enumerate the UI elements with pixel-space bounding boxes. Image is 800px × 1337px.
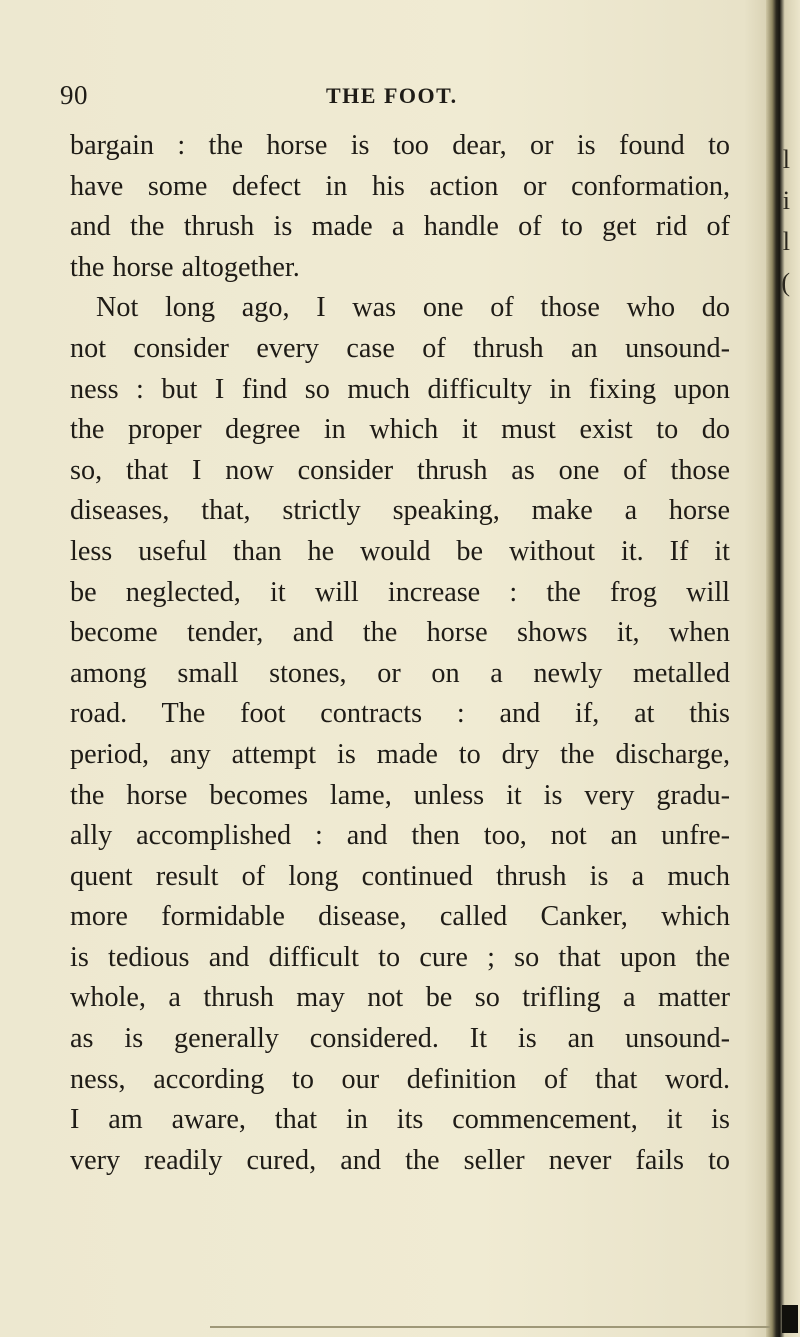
edge-letter: l: [782, 145, 790, 174]
page-gutter-edge: [766, 0, 800, 1337]
text-line: the horse becomes lame, unless it is very gradu-: [70, 779, 730, 811]
text-line: ness, according to our definition of that word.: [70, 1063, 730, 1095]
text-line: among small stones, or on a newly metalled: [70, 657, 730, 689]
text-line: the proper degree in which it must exist to do: [70, 414, 730, 446]
text-line: is tedious and difficult to cure ; so that upon the: [70, 941, 730, 973]
text-line: be neglected, it will increase : the frog will: [70, 576, 730, 608]
page-bottom-rule: [210, 1326, 770, 1328]
text-line: I am aware, that in its commencement, it is: [70, 1104, 730, 1136]
text-line: become tender, and the horse shows it, when: [70, 617, 730, 649]
text-line: Not long ago, I was one of those who do: [96, 292, 730, 324]
page-corner-mark: [782, 1305, 798, 1333]
text-line: the horse altogether.: [70, 251, 300, 283]
text-line: more formidable disease, called Canker, which: [70, 901, 730, 933]
text-line: as is generally considered. It is an unsound-: [70, 1023, 730, 1055]
body-text: [70, 126, 730, 1181]
text-line: road. The foot contracts : and if, at this: [70, 698, 730, 730]
text-line: very readily cured, and the seller never fails to: [70, 1144, 730, 1176]
text-line: have some defect in his action or conformation,: [70, 170, 730, 202]
text-line: and the thrush is made a handle of to get rid of: [70, 211, 730, 243]
text-line: diseases, that, strictly speaking, make a horse: [70, 495, 730, 527]
text-line: ness : but I find so much difficulty in fixing upon: [70, 373, 730, 405]
text-line: period, any attempt is made to dry the discharge,: [70, 738, 730, 770]
page-header: [60, 80, 720, 120]
page-number: 90: [60, 80, 88, 110]
paragraph: [70, 126, 730, 288]
text-line: not consider every case of thrush an unsound-: [70, 332, 730, 364]
text-line: so, that I now consider thrush as one of those: [70, 454, 730, 486]
text-line: whole, a thrush may not be so trifling a matter: [70, 982, 730, 1014]
text-line: less useful than he would be without it. If it: [70, 535, 730, 567]
text-line: bargain : the horse is too dear, or is found to: [70, 130, 730, 161]
edge-letter: (: [781, 268, 790, 297]
running-title: THE FOOT.: [326, 83, 458, 108]
text-line: ally accomplished : and then too, not an unfre-: [70, 820, 730, 852]
edge-letter: i: [782, 186, 790, 215]
text-line: quent result of long continued thrush is a much: [70, 860, 730, 892]
paragraph: [70, 288, 730, 1181]
edge-letter: l: [782, 227, 790, 256]
